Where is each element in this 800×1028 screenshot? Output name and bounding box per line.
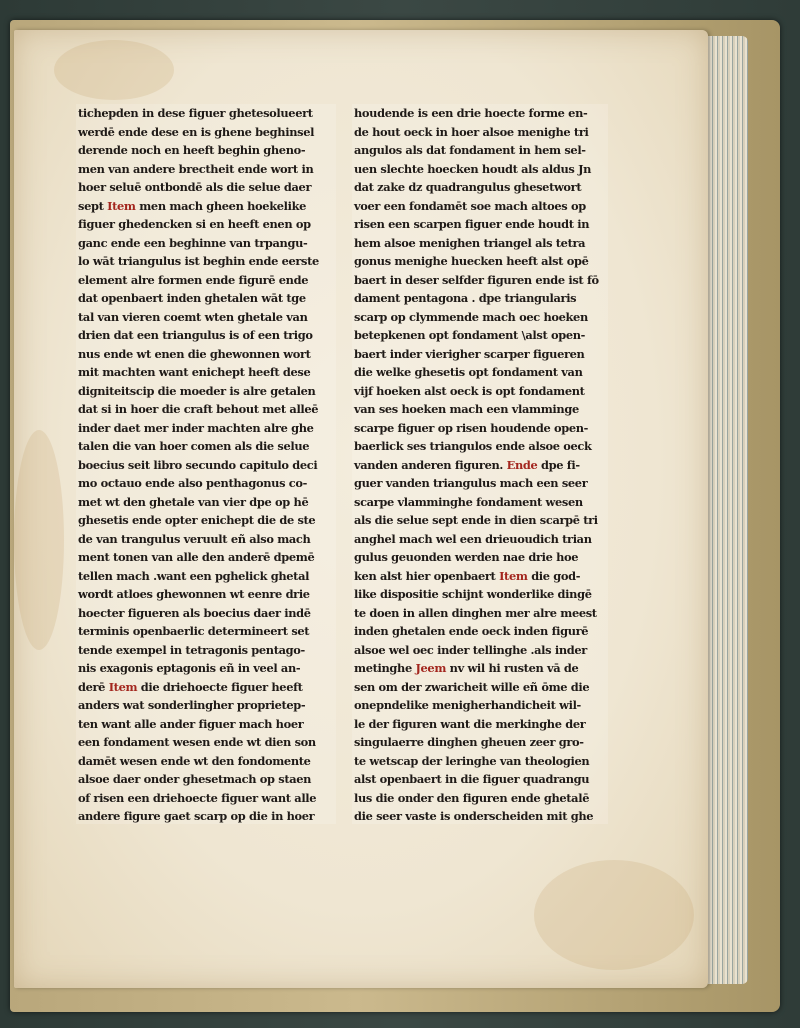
rubric-initial: Item — [499, 568, 528, 583]
text-line: drien dat een triangulus is of een trigo — [78, 328, 313, 342]
text-line: le der figuren want die merkinghe der — [354, 716, 586, 731]
text-line: boecius seit libro secundo capitulo deci — [78, 457, 318, 472]
text-line: vanden anderen figuren. Ende dpe fi- — [354, 457, 580, 472]
text-line: tichepden in dese figuer ghetesolueert — [78, 106, 313, 120]
text-line: lo wāt triangulus ist beghin ende eerste — [78, 254, 319, 268]
text-line: metinghe Jeem nv wil hi rusten vā de — [354, 661, 579, 675]
text-column-left — [76, 104, 336, 824]
text-line: figuer ghedencken si en heeft enen op — [78, 217, 311, 231]
text-line: die seer vaste is onderscheiden mit ghe — [354, 809, 594, 823]
text-line: nis exagonis eptagonis eñ in veel an- — [78, 661, 301, 675]
text-line: werdē ende dese en is ghene beghinsel — [78, 124, 315, 139]
text-line: andere figure gaet scarp op die in hoer — [78, 809, 315, 823]
text-line: van ses hoeken mach een vlamminge — [354, 402, 579, 416]
text-line: talen die van hoer comen als die selue — [78, 439, 310, 453]
text-line: tal van vieren coemt wten ghetale van — [78, 309, 308, 324]
text-line: like dispositie schijnt wonderlike dingē — [354, 587, 592, 601]
text-line: ghesetis ende opter enichept die de ste — [78, 513, 316, 527]
text-line: te wetscap der leringhe van theologien — [354, 753, 590, 768]
text-line: ten want alle ander figuer mach hoer — [78, 716, 304, 731]
text-line: guer vanden triangulus mach een seer — [354, 476, 588, 490]
text-column-right — [352, 104, 608, 824]
text-line: alsoe wel oec inder tellinghe .als inder — [354, 642, 587, 657]
text-line: ken alst hier openbaert Item die god- — [354, 568, 581, 583]
text-line: damēt wesen ende wt den fondomente — [78, 753, 311, 768]
text-line: alsoe daer onder ghesetmach op staen — [78, 772, 312, 786]
text-line: mit machten want enichept heeft dese — [78, 365, 311, 379]
text-line: vijf hoeken alst oeck is opt fondament — [354, 383, 585, 398]
text-line: derē Item die driehoecte figuer heeft — [78, 679, 303, 694]
text-line: hoer seluē ontbondē als die selue daer — [78, 180, 312, 194]
text-line: dament pentagona . dpe triangularis — [354, 291, 577, 305]
text-line: risen een scarpen figuer ende houdt in — [354, 217, 590, 231]
text-line: met wt den ghetale van vier dpe op hē — [78, 494, 309, 509]
paper-stain — [14, 430, 64, 650]
text-line: singulaerre dinghen gheuen zeer gro- — [354, 735, 584, 749]
text-line: als die selue sept ende in dien scarpē tri — [354, 513, 598, 527]
paper-stain — [534, 860, 694, 970]
text-line: inden ghetalen ende oeck inden figurē — [354, 624, 589, 638]
text-line: ganc ende een beghinne van trpangu- — [78, 235, 308, 250]
text-line: sept Item men mach gheen hoekelike — [78, 198, 307, 213]
text-line: mo octauo ende also penthagonus co- — [78, 476, 307, 490]
text-line: sen om der zwaricheit wille eñ ōme die — [354, 679, 590, 694]
text-line: of risen een driehoecte figuer want alle — [78, 790, 317, 805]
text-line: tende exempel in tetragonis pentago- — [78, 642, 305, 657]
text-line: voer een fondamēt soe mach altoes op — [354, 198, 586, 213]
text-line: gonus menighe huecken heeft alst opē — [354, 254, 589, 268]
text-line: baert in deser selfder figuren ende ist fō — [354, 272, 599, 287]
text-line: dat si in hoer die craft behout met alleē — [78, 402, 319, 416]
text-line: lus die onder den figuren ende ghetalē — [354, 790, 590, 805]
paper-stain — [54, 40, 174, 100]
text-line: digniteitscip die moeder is alre getalen — [78, 383, 316, 398]
text-line: hem alsoe menighen triangel als tetra — [354, 235, 586, 250]
text-line: betepkenen opt fondament \alst open- — [354, 328, 586, 342]
text-line: ment tonen van alle den anderē dpemē — [78, 550, 315, 564]
text-line: scarp op clymmende mach oec hoeken — [354, 309, 588, 324]
text-line: alst openbaert in die figuer quadrangu — [354, 772, 590, 786]
rubric-initial: Item — [107, 198, 136, 213]
text-line: dat zake dz quadrangulus ghesetwort — [354, 180, 582, 194]
text-line: die welke ghesetis opt fondament van — [354, 365, 583, 379]
text-line: derende noch en heeft beghin gheno- — [78, 143, 306, 157]
text-line: anghel mach wel een drieuoudich trian — [354, 531, 592, 546]
text-line: baerlick ses triangulos ende alsoe oeck — [354, 439, 592, 453]
text-line: men van andere brectheit ende wort in — [78, 161, 314, 176]
text-line: nus ende wt enen die ghewonnen wort — [78, 346, 311, 361]
text-line: houdende is een drie hoecte forme en- — [354, 106, 588, 120]
text-line: scarpe figuer op risen houdende open- — [354, 420, 589, 435]
rubric-initial: Ende — [506, 457, 538, 472]
rubric-initial: Item — [108, 679, 138, 694]
text-line: hoecter figueren als boecius daer indē — [78, 605, 311, 620]
text-line: tellen mach .want een pghelick ghetal — [78, 568, 310, 583]
text-line: gulus geuonden werden nae drie hoe — [354, 550, 579, 564]
text-line: terminis openbaerlic determineert set — [78, 624, 310, 638]
text-line: inder daet mer inder machten alre ghe — [78, 420, 314, 435]
text-line: onepndelike menigherhandicheit wil- — [354, 698, 581, 712]
text-line: te doen in allen dinghen mer alre meest — [354, 605, 597, 620]
text-line: dat openbaert inden ghetalen wāt tge — [78, 291, 306, 305]
text-line: anders wat sonderlingher proprietep- — [78, 698, 306, 712]
text-line: de van trangulus veruult eñ also mach — [78, 531, 311, 546]
text-line: uen slechte hoecken houdt als aldus Jn — [354, 161, 592, 176]
text-line: element alre formen ende figurē ende — [78, 272, 309, 287]
text-line: wordt atloes ghewonnen wt eenre drie — [78, 587, 310, 601]
text-line: de hout oeck in hoer alsoe menighe tri — [354, 124, 589, 139]
rubric-initial: Jeem — [415, 661, 447, 675]
text-line: scarpe vlamminghe fondament wesen — [354, 494, 583, 509]
text-line: baert inder vierigher scarper figueren — [354, 346, 585, 361]
text-line: angulos als dat fondament in hem sel- — [354, 143, 586, 157]
text-line: een fondament wesen ende wt dien son — [78, 735, 316, 749]
